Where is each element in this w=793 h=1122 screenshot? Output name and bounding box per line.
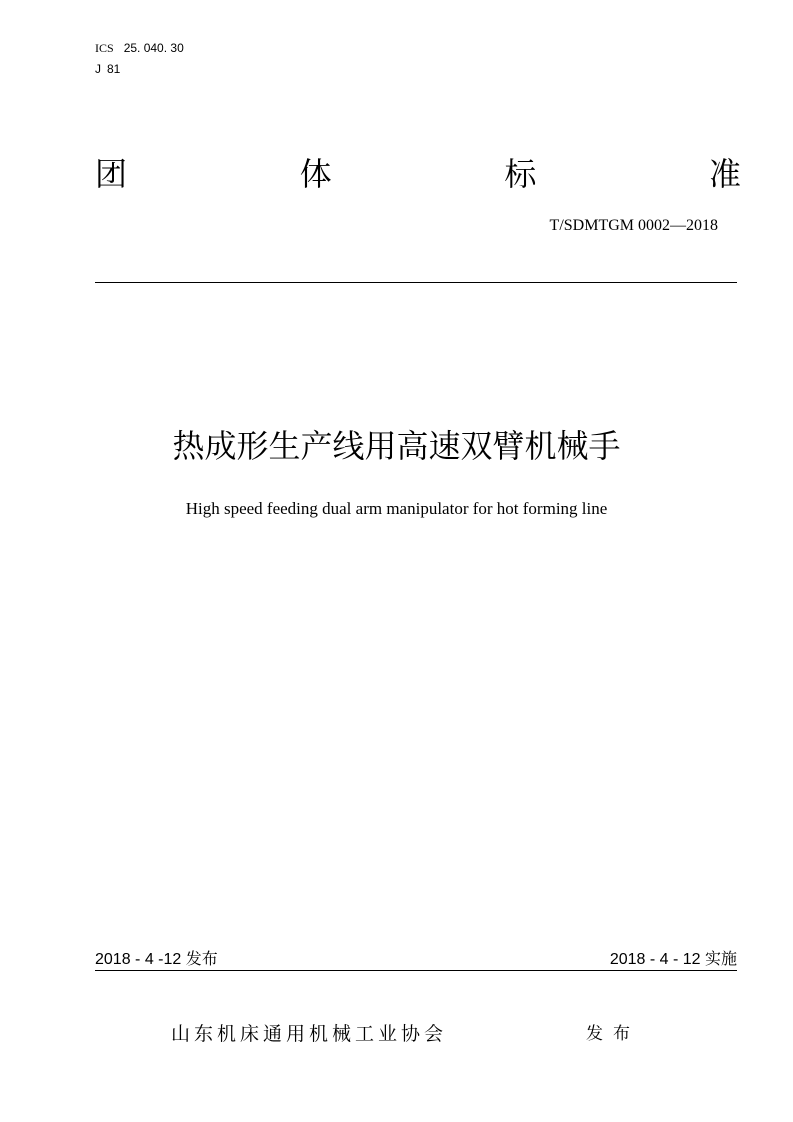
issue-label: 发布 bbox=[586, 1024, 640, 1044]
standard-type-char: 准 bbox=[708, 155, 741, 193]
ics-label: ICS bbox=[95, 41, 114, 55]
issuing-organization: 山东机床通用机械工业协会 bbox=[171, 1023, 448, 1045]
standard-number: T/SDMTGM 0002—2018 bbox=[549, 217, 718, 234]
standard-type-char: 团 bbox=[95, 155, 128, 193]
document-title-english: High speed feeding dual arm manipulator for hot forming line bbox=[185, 499, 608, 518]
header-divider bbox=[95, 282, 737, 283]
document-title-chinese: 热成形生产线用高速双臂机械手 bbox=[172, 427, 621, 465]
standard-type-char: 体 bbox=[299, 155, 332, 193]
ics-code: 25. 040. 30 bbox=[123, 41, 184, 55]
standard-type-heading bbox=[95, 152, 741, 196]
effective-date: 2018 - 4 - 12 实施 bbox=[609, 951, 737, 968]
ics-classification bbox=[95, 40, 184, 56]
ccs-code: 81 bbox=[107, 62, 121, 76]
ccs-label: J bbox=[95, 62, 101, 76]
footer-divider bbox=[95, 970, 737, 971]
ccs-classification bbox=[95, 61, 120, 77]
publish-date: 2018 - 4 -12 发布 bbox=[95, 951, 218, 968]
standard-type-char: 标 bbox=[504, 155, 537, 193]
